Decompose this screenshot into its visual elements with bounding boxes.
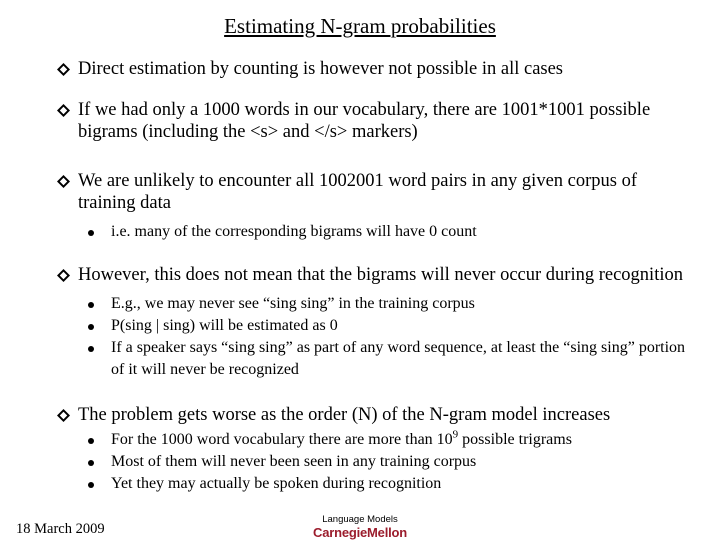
dot-bullet-icon — [88, 460, 94, 466]
slide-title: Estimating N-gram probabilities — [224, 14, 496, 38]
dot-bullet-icon — [88, 302, 94, 308]
bullet-text: We are unlikely to encounter all 1002001 word pairs in any given corpus of training data — [78, 171, 638, 213]
university-logo: CarnegieMellon — [313, 525, 407, 540]
diamond-bullet-icon — [57, 104, 70, 117]
sub-bullet-item — [78, 451, 695, 473]
footer-label: Language Models — [322, 514, 398, 525]
sub-bullet-text: E.g., we may never see “sing sing” in the training corpus — [111, 295, 475, 312]
sub-bullet-text: For the 1000 word vocabulary there are more than $10^9$ possible trigrams — [111, 428, 572, 448]
diamond-bullet-icon — [57, 63, 70, 76]
bullet-list — [55, 58, 695, 495]
bullet-text: Direct estimation by counting is however not possible in all cases — [78, 59, 564, 79]
bullet-item — [55, 58, 695, 80]
bullet-text: However, this does not mean that the bigrams will never occur during recognition — [78, 265, 683, 285]
diamond-bullet-icon — [57, 269, 70, 282]
bullet-item — [55, 264, 695, 381]
sub-bullet-item — [78, 429, 695, 451]
dot-bullet-icon — [88, 346, 94, 352]
diamond-bullet-icon — [57, 175, 70, 188]
footer-branding — [290, 515, 430, 540]
bullet-item — [55, 170, 695, 243]
sub-bullet-text: P(sing | sing) will be estimated as 0 — [111, 317, 338, 334]
dot-bullet-icon — [88, 438, 94, 444]
bullet-item — [55, 99, 695, 143]
bullet-text: If we had only a 1000 words in our vocabulary, there are 1001*1001 possible bigrams (including the <s> and </s> markers) — [78, 100, 651, 142]
sub-bullet-item — [78, 315, 695, 337]
sub-bullet-item — [78, 337, 695, 381]
footer-date: 18 March 2009 — [16, 521, 105, 537]
sub-bullet-item — [78, 473, 695, 495]
sub-bullet-text: Yet they may actually be spoken during recognition — [111, 475, 442, 492]
bullet-item — [55, 404, 695, 495]
diamond-bullet-icon — [57, 409, 70, 422]
sub-bullet-item — [78, 293, 695, 315]
sub-bullet-text: If a speaker says “sing sing” as part of any word sequence, at least the “sing sing” portion of it will never be recognized — [111, 339, 686, 378]
bullet-text: The problem gets worse as the order (N) of the N-gram model increases — [78, 405, 611, 425]
sub-bullet-item — [78, 221, 695, 243]
dot-bullet-icon — [88, 482, 94, 488]
sub-bullet-text: i.e. many of the corresponding bigrams will have 0 count — [111, 223, 477, 240]
dot-bullet-icon — [88, 324, 94, 330]
exponent: 9 — [452, 428, 459, 441]
dot-bullet-icon — [88, 230, 94, 236]
sub-bullet-text: Most of them will never been seen in any training corpus — [111, 453, 477, 470]
